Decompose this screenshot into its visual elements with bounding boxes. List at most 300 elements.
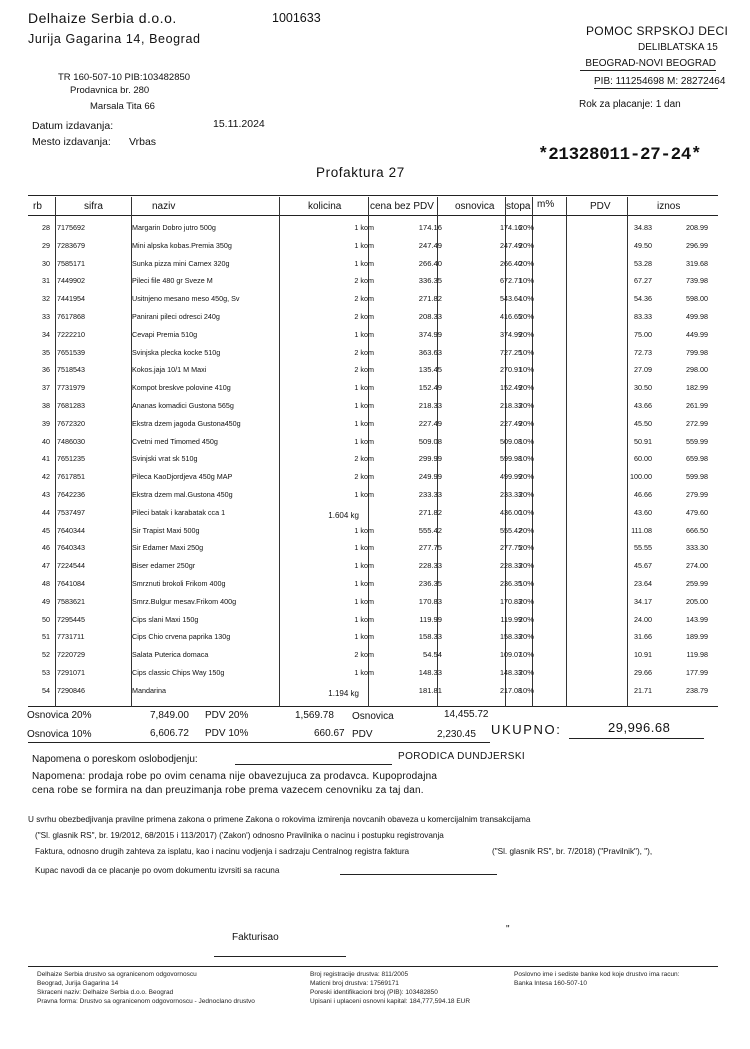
table-row xyxy=(28,557,718,575)
grand-total-value: 29,996.68 xyxy=(608,720,671,735)
item-unit-price: 271.82 xyxy=(418,294,442,304)
store-address: Marsala Tita 66 xyxy=(90,101,155,112)
item-quantity: 1.194 kg xyxy=(328,688,359,698)
item-vat: 75.00 xyxy=(634,329,652,339)
item-name: Kompot breskve polovine 410g xyxy=(132,383,231,393)
item-quantity: 1 kom xyxy=(354,490,374,499)
item-unit-price: 233.33 xyxy=(418,490,442,499)
row-number: 45 xyxy=(42,525,50,535)
item-unit-price: 247.49 xyxy=(418,240,442,250)
header-stopa: stopa xyxy=(506,201,531,212)
item-unit-price: 555.42 xyxy=(418,525,442,535)
item-vat: 60.00 xyxy=(634,454,652,464)
table-row xyxy=(28,486,718,504)
table-row xyxy=(28,468,718,486)
table-row xyxy=(28,664,718,682)
row-number: 51 xyxy=(42,632,50,642)
item-code: 7537497 xyxy=(57,507,85,517)
buyer-street: DELIBLATSKA 15 xyxy=(638,42,718,53)
vat-total-value: 2,230.45 xyxy=(437,729,476,740)
table-row xyxy=(28,361,718,379)
table-row xyxy=(28,415,718,433)
item-code: 7731711 xyxy=(57,632,85,642)
row-number: 43 xyxy=(42,490,50,499)
item-base: 247.49 xyxy=(500,240,522,250)
store-number: Prodavnica br. 280 xyxy=(70,85,150,96)
item-vat-rate: 10% xyxy=(518,436,534,446)
base10-value: 6,606.72 xyxy=(150,728,189,739)
item-code: 7651235 xyxy=(57,454,85,464)
item-base: 266.40 xyxy=(500,258,522,268)
row-number: 31 xyxy=(42,276,50,286)
note-line-2: cena robe se formira na dan preuzimanja robe prema vazecem cenovniku za taj dan. xyxy=(32,785,424,796)
footer-line: Poslovno ime i sediste banke kod koje drustvo ima racun: xyxy=(514,971,680,978)
document-title: Profaktura 27 xyxy=(316,165,405,180)
issued-by-label: Fakturisao xyxy=(232,932,279,943)
item-base: 227.49 xyxy=(500,418,522,428)
item-base: 174.16 xyxy=(500,223,522,232)
item-name: Cevapi Premia 510g xyxy=(132,329,198,339)
item-vat-rate: 20% xyxy=(518,490,534,499)
row-number: 39 xyxy=(42,418,50,428)
item-quantity: 2 kom xyxy=(354,294,374,304)
item-code: 7617868 xyxy=(57,312,85,321)
item-unit-price: 271.82 xyxy=(418,507,442,517)
item-vat: 100.00 xyxy=(630,472,652,482)
law-line-1: U svrhu obezbedjivanja pravilne primena zakona o primene Zakona o rokovima izmirenja novcanih obaveza u komercijalnim transakcijama xyxy=(28,815,531,824)
item-base: 277.75 xyxy=(500,543,522,553)
header-sifra: sifra xyxy=(84,201,103,212)
item-name: Biser edamer 250gr xyxy=(132,561,196,571)
footer-line: Beograd, Jurija Gagarina 14 xyxy=(37,980,119,987)
item-quantity: 1 kom xyxy=(354,561,374,571)
table-top-rule xyxy=(28,195,718,196)
item-amount: 272.99 xyxy=(686,418,708,428)
table-row xyxy=(28,593,718,611)
base-total-label: Osnovica xyxy=(352,711,394,722)
item-code: 7651539 xyxy=(57,347,85,357)
item-unit-price: 509.08 xyxy=(418,436,442,446)
item-base: 158.33 xyxy=(500,632,522,642)
item-vat-rate: 20% xyxy=(518,632,534,642)
item-base: 543.64 xyxy=(500,294,522,304)
item-name: Pileci batak i karabatak cca 1 xyxy=(132,507,226,517)
row-number: 41 xyxy=(42,454,50,464)
item-vat: 21.71 xyxy=(634,685,652,695)
buyer-name: POMOC SRPSKOJ DECI xyxy=(586,24,729,38)
base20-value: 7,849.00 xyxy=(150,710,189,721)
table-row xyxy=(28,575,718,593)
item-unit-price: 148.33 xyxy=(418,668,442,677)
item-amount: 274.00 xyxy=(686,561,708,571)
item-vat: 67.27 xyxy=(634,276,652,286)
row-number: 29 xyxy=(42,240,50,250)
customer-name: PORODICA DUNDJERSKI xyxy=(398,751,526,762)
item-code: 7641084 xyxy=(57,579,85,588)
item-vat-rate: 20% xyxy=(518,223,534,232)
item-code: 7642236 xyxy=(57,490,85,499)
summary-rule xyxy=(28,742,490,743)
table-row xyxy=(28,326,718,344)
item-unit-price: 181.81 xyxy=(418,685,442,695)
seller-tr-pib: TR 160-507-10 PIB:103482850 xyxy=(58,72,191,83)
item-quantity: 1.604 kg xyxy=(328,510,359,520)
item-unit-price: 227.49 xyxy=(418,418,442,428)
item-unit-price: 249.99 xyxy=(418,472,442,482)
item-quantity: 1 kom xyxy=(354,240,374,250)
row-number: 48 xyxy=(42,579,50,588)
item-code: 7441954 xyxy=(57,294,85,304)
item-code: 7290846 xyxy=(57,685,85,695)
table-row xyxy=(28,344,718,362)
item-amount: 261.99 xyxy=(686,401,708,410)
signature-line xyxy=(214,956,346,957)
item-vat-rate: 10% xyxy=(518,276,534,286)
table-row xyxy=(28,290,718,308)
grand-total-underline xyxy=(569,738,704,739)
item-unit-price: 374.99 xyxy=(418,329,442,339)
item-vat: 43.66 xyxy=(634,401,652,410)
item-code: 7220729 xyxy=(57,650,85,660)
item-quantity: 2 kom xyxy=(354,472,374,482)
item-amount: 449.99 xyxy=(686,329,708,339)
item-quantity: 1 kom xyxy=(354,543,374,553)
item-unit-price: 170.83 xyxy=(418,596,442,606)
item-name: Cips classic Chips Way 150g xyxy=(132,668,225,677)
tax-exemption-label: Napomena o poreskom oslobodjenju: xyxy=(32,754,198,765)
vat10-value: 660.67 xyxy=(314,728,345,739)
issue-place: Vrbas xyxy=(129,136,157,148)
item-name: Salata Puterica domaca xyxy=(132,650,209,660)
item-code: 7585171 xyxy=(57,258,85,268)
account-line xyxy=(340,874,497,875)
item-vat-rate: 20% xyxy=(518,258,534,268)
item-vat-rate: 20% xyxy=(518,472,534,482)
item-base: 170.83 xyxy=(500,596,522,606)
item-quantity: 2 kom xyxy=(354,347,374,357)
item-unit-price: 218.33 xyxy=(418,401,442,410)
header-iznos: iznos xyxy=(657,201,681,212)
item-code: 7175692 xyxy=(57,223,85,232)
row-number: 42 xyxy=(42,472,50,482)
item-code: 7672320 xyxy=(57,418,85,428)
item-vat: 43.60 xyxy=(634,507,652,517)
buyer-pib: PIB: 111254698 M: 28272464 xyxy=(594,76,726,87)
item-amount: 333.30 xyxy=(686,543,708,553)
item-name: Ekstra dzem jagoda Gustona450g xyxy=(132,418,241,428)
item-quantity: 1 kom xyxy=(354,668,374,677)
seller-name: Delhaize Serbia d.o.o. xyxy=(28,10,177,26)
item-vat: 46.66 xyxy=(634,490,652,499)
item-vat-rate: 10% xyxy=(518,579,534,588)
issue-date-label: Datum izdavanja: xyxy=(32,120,114,132)
item-vat-rate: 20% xyxy=(518,312,534,321)
law-line-3-citation: ("Sl. glasnik RS", br. 7/2018) ("Pravilnik"), "), xyxy=(492,847,653,856)
item-base: 270.91 xyxy=(500,365,522,375)
item-unit-price: 266.40 xyxy=(418,258,442,268)
item-base: 148.33 xyxy=(500,668,522,677)
item-vat-rate: 20% xyxy=(518,240,534,250)
item-amount: 666.50 xyxy=(686,525,708,535)
table-row xyxy=(28,308,718,326)
item-amount: 259.99 xyxy=(686,579,708,588)
item-vat-rate: 20% xyxy=(518,525,534,535)
item-code: 7283679 xyxy=(57,240,85,250)
item-code: 7617851 xyxy=(57,472,85,482)
item-quantity: 2 kom xyxy=(354,276,374,286)
item-vat: 34.17 xyxy=(634,596,652,606)
item-code: 7681283 xyxy=(57,401,85,410)
footer-line: Delhaize Serbia drustvo sa ogranicenom odgovornoscu xyxy=(37,971,197,978)
item-quantity: 1 kom xyxy=(354,329,374,339)
item-quantity: 2 kom xyxy=(354,312,374,321)
item-unit-price: 152.49 xyxy=(418,383,442,393)
item-base: 119.99 xyxy=(500,614,522,624)
row-number: 32 xyxy=(42,294,50,304)
footer-rule xyxy=(28,966,718,967)
item-vat-rate: 20% xyxy=(518,329,534,339)
table-row xyxy=(28,682,718,700)
item-amount: 799.98 xyxy=(686,347,708,357)
item-name: Panirani pileci odresci 240g xyxy=(132,312,220,321)
item-unit-price: 299.99 xyxy=(418,454,442,464)
item-name: Mini alpska kobas.Premia 350g xyxy=(132,240,232,250)
item-base: 599.98 xyxy=(500,454,522,464)
item-amount: 298.00 xyxy=(686,365,708,375)
table-row xyxy=(28,272,718,290)
law-line-3: Faktura, odnosno drugih zahteva za isplatu, kao i nacinu vodjenja i sadrzaju Centralnog registra faktura xyxy=(35,847,410,856)
item-vat: 55.55 xyxy=(634,543,652,553)
row-number: 40 xyxy=(42,436,50,446)
item-base: 152.49 xyxy=(500,383,522,393)
row-number: 50 xyxy=(42,614,50,624)
item-code: 7640344 xyxy=(57,525,85,535)
item-vat-rate: 10% xyxy=(518,294,534,304)
item-vat: 111.08 xyxy=(631,525,652,535)
item-base: 233.33 xyxy=(500,490,522,499)
row-number: 35 xyxy=(42,347,50,357)
item-code: 7224544 xyxy=(57,561,85,571)
row-number: 54 xyxy=(42,685,50,695)
item-code: 7640343 xyxy=(57,543,85,553)
item-name: Pileci file 480 gr Sveze M xyxy=(132,276,213,286)
item-base: 672.71 xyxy=(500,276,522,286)
buyer-city: BEOGRAD-NOVI BEOGRAD xyxy=(580,58,716,71)
item-vat-rate: 10% xyxy=(518,685,534,695)
item-quantity: 1 kom xyxy=(354,401,374,410)
item-amount: 296.99 xyxy=(686,240,708,250)
item-unit-price: 277.75 xyxy=(418,543,442,553)
item-base: 236.35 xyxy=(500,579,522,588)
note-line-1: Napomena: prodaja robe po ovim cenama nije obavezujuca za prodavca. Kupoprodajna xyxy=(32,771,438,782)
item-base: 555.42 xyxy=(500,525,522,535)
item-amount: 319.68 xyxy=(686,258,708,268)
item-base: 499.99 xyxy=(500,472,522,482)
table-row xyxy=(28,255,718,273)
header-cena: cena bez PDV xyxy=(370,201,434,212)
footer-line: Pravna forma: Drustvo sa ogranicenom odgovornoscu - Jednoclano drustvo xyxy=(37,998,255,1005)
issue-date: 15.11.2024 xyxy=(213,118,265,130)
seller-address: Jurija Gagarina 14, Beograd xyxy=(28,32,201,46)
header-naziv: naziv xyxy=(152,201,176,212)
item-code: 7222210 xyxy=(57,329,85,339)
item-vat-rate: 10% xyxy=(518,650,534,660)
item-base: 509.08 xyxy=(500,436,522,446)
item-name: Svinjska plecka kocke 510g xyxy=(132,347,221,357)
grand-total-label: UKUPNO: xyxy=(491,722,562,737)
row-number: 28 xyxy=(42,223,50,232)
table-row xyxy=(28,379,718,397)
row-number: 52 xyxy=(42,650,50,660)
item-base: 727.25 xyxy=(500,347,522,357)
footer-company-info xyxy=(37,970,255,1006)
item-vat-rate: 20% xyxy=(518,596,534,606)
header-rb: rb xyxy=(33,201,42,212)
item-amount: 599.98 xyxy=(686,472,708,482)
item-vat-rate: 10% xyxy=(518,454,534,464)
payment-term: Rok za placanje: 1 dan xyxy=(579,99,681,110)
item-quantity: 2 kom xyxy=(354,365,374,375)
item-name: Smrz.Bulgur mesav.Frikom 400g xyxy=(132,596,237,606)
table-row xyxy=(28,611,718,629)
item-name: Margarin Dobro jutro 500g xyxy=(132,223,216,232)
item-amount: 182.99 xyxy=(686,383,708,393)
item-vat: 27.09 xyxy=(634,365,652,375)
item-quantity: 1 kom xyxy=(354,579,374,588)
item-name: Sir Trapist Maxi 500g xyxy=(132,525,200,535)
item-name: Usitnjeno mesano meso 450g, Sv xyxy=(132,294,240,304)
item-amount: 143.99 xyxy=(686,614,708,624)
table-row xyxy=(28,504,718,522)
item-code: 7583621 xyxy=(57,596,85,606)
item-amount: 659.98 xyxy=(686,454,708,464)
item-vat-rate: 10% xyxy=(518,507,534,517)
item-name: Ekstra dzem mal.Gustona 450g xyxy=(132,490,233,499)
table-row xyxy=(28,628,718,646)
header-kolicina: kolicina xyxy=(308,201,342,212)
item-amount: 479.60 xyxy=(686,507,708,517)
footer-registration-info xyxy=(310,970,470,1006)
item-quantity: 1 kom xyxy=(354,525,374,535)
item-code: 7295445 xyxy=(57,614,85,624)
item-amount: 205.00 xyxy=(686,596,708,606)
row-number: 34 xyxy=(42,329,50,339)
item-unit-price: 174.16 xyxy=(418,223,442,232)
item-unit-price: 208.33 xyxy=(418,312,442,321)
item-vat: 45.50 xyxy=(634,418,652,428)
item-base: 416.65 xyxy=(500,312,522,321)
item-base: 218.33 xyxy=(500,401,522,410)
item-base: 109.07 xyxy=(500,650,522,660)
item-amount: 279.99 xyxy=(686,490,708,499)
row-number: 30 xyxy=(42,258,50,268)
table-row xyxy=(28,433,718,451)
issue-place-label: Mesto izdavanja: xyxy=(32,136,111,148)
item-vat: 10.91 xyxy=(634,650,652,660)
item-base: 374.99 xyxy=(500,329,522,339)
item-quantity: 1 kom xyxy=(354,436,374,446)
table-row xyxy=(28,522,718,540)
item-amount: 559.99 xyxy=(686,436,708,446)
footer-line: Banka Intesa 160-507-10 xyxy=(514,980,587,987)
table-row xyxy=(28,397,718,415)
table-row xyxy=(28,237,718,255)
item-amount: 739.98 xyxy=(686,276,708,286)
item-amount: 499.98 xyxy=(686,312,708,321)
item-unit-price: 119.99 xyxy=(419,614,442,624)
item-vat: 83.33 xyxy=(634,312,652,321)
item-unit-price: 54.54 xyxy=(422,650,442,660)
item-vat-rate: 20% xyxy=(518,614,534,624)
item-vat: 72.73 xyxy=(634,347,652,357)
item-amount: 598.00 xyxy=(686,294,708,304)
item-code: 7449902 xyxy=(57,276,85,286)
vat20-label: PDV 20% xyxy=(205,710,249,721)
item-quantity: 1 kom xyxy=(354,223,374,232)
item-name: Smrznuti brokoli Frikom 400g xyxy=(132,579,226,588)
item-unit-price: 236.35 xyxy=(418,579,442,588)
table-row xyxy=(28,539,718,557)
item-name: Svinjski vrat sk 510g xyxy=(132,454,198,464)
footer-bank-info xyxy=(514,970,679,988)
tax-exemption-line xyxy=(235,764,392,765)
item-vat-rate: 10% xyxy=(518,365,534,375)
table-row xyxy=(28,646,718,664)
item-base: 436.00 xyxy=(500,507,522,517)
item-vat-rate: 20% xyxy=(518,561,534,571)
item-vat: 50.91 xyxy=(634,436,652,446)
item-quantity: 2 kom xyxy=(354,454,374,464)
row-number: 44 xyxy=(42,507,50,517)
item-vat: 34.83 xyxy=(634,223,652,232)
item-unit-price: 228.33 xyxy=(418,561,442,571)
row-number: 38 xyxy=(42,401,50,410)
item-vat: 31.66 xyxy=(634,632,652,642)
item-vat: 30.50 xyxy=(634,383,652,393)
item-quantity: 2 kom xyxy=(354,650,374,660)
item-vat-rate: 20% xyxy=(518,401,534,410)
item-vat: 45.67 xyxy=(634,561,652,571)
item-quantity: 1 kom xyxy=(354,596,374,606)
item-base: 217.08 xyxy=(500,685,522,695)
barcode-text: *21328011-27-24* xyxy=(538,145,702,165)
footer-line: Maticni broj drustva: 17569171 xyxy=(310,980,399,987)
header-osnovica: osnovica xyxy=(455,201,495,212)
item-unit-price: 363.63 xyxy=(418,347,442,357)
item-quantity: 1 kom xyxy=(354,614,374,624)
item-quantity: 1 kom xyxy=(354,418,374,428)
footer-line: Broj registracije drustva: 811/2005 xyxy=(310,971,409,978)
document-number: 1001633 xyxy=(272,11,321,25)
item-vat-rate: 20% xyxy=(518,543,534,553)
row-number: 47 xyxy=(42,561,50,571)
item-unit-price: 158.33 xyxy=(418,632,442,642)
item-name: Cips Chio crvena paprika 130g xyxy=(132,632,231,642)
header-mp: m% xyxy=(537,199,555,210)
item-name: Sunka pizza mini Carnex 320g xyxy=(132,258,230,268)
item-name: Cips slani Maxi 150g xyxy=(132,614,199,624)
item-name: Mandarina xyxy=(132,685,166,695)
row-number: 46 xyxy=(42,543,50,553)
table-row xyxy=(28,450,718,468)
item-amount: 208.99 xyxy=(686,223,708,232)
base20-label: Osnovica 20% xyxy=(27,710,92,721)
header-pdv: PDV xyxy=(590,201,611,212)
row-number: 53 xyxy=(42,668,50,677)
row-number: 49 xyxy=(42,596,50,606)
item-base: 228.33 xyxy=(500,561,522,571)
vat10-label: PDV 10% xyxy=(205,728,249,739)
